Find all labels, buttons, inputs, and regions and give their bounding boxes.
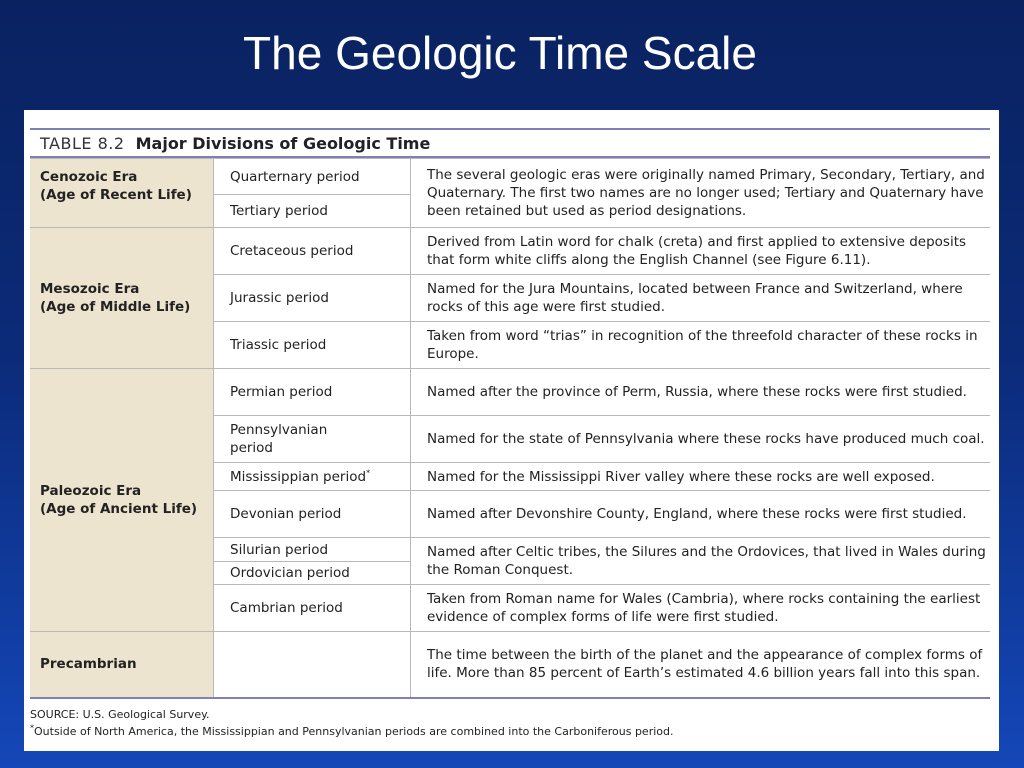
description-cell: Named for the Jura Mountains, located between France and Switzerland, where rocks of this age were first studied. <box>411 275 991 322</box>
footnote-text: Outside of North America, the Mississippian and Pennsylvanian periods are combined into the Carboniferous period. <box>34 725 674 738</box>
era-cell-mesozoic <box>30 228 214 369</box>
description-cell: The time between the birth of the planet and the appearance of complex forms of life. More than 85 percent of Earth’s estimated 4.6 billion years fall into this span. <box>411 632 991 698</box>
table-footnotes <box>30 706 990 740</box>
era-subtitle: (Age of Ancient Life) <box>40 501 198 517</box>
period-cell: Tertiary period <box>214 195 411 228</box>
description-cell: Named for the Mississippi River valley where these rocks are well exposed. <box>411 463 991 491</box>
footnote-marker: * <box>366 468 371 477</box>
era-cell-cenozoic <box>30 159 214 228</box>
table-row <box>30 228 990 275</box>
period-cell: Cretaceous period <box>214 228 411 275</box>
era-subtitle: (Age of Middle Life) <box>40 299 191 315</box>
table-row <box>30 159 990 195</box>
table-row <box>30 632 990 698</box>
period-cell-pennsylvanian <box>214 416 411 463</box>
period-cell: Quarternary period <box>214 159 411 195</box>
period-cell-empty <box>214 632 411 698</box>
period-label-line: period <box>230 440 274 456</box>
description-cell: Taken from Roman name for Wales (Cambria), where rocks containing the earliest evidence of complex forms of life were first studied. <box>411 585 991 632</box>
source-note: SOURCE: U.S. Geological Survey. <box>30 708 210 721</box>
period-cell: Ordovician period <box>214 562 411 585</box>
table-title: Major Divisions of Geologic Time <box>135 134 431 153</box>
period-label: Mississippian period <box>230 468 367 485</box>
table-heading <box>30 128 990 158</box>
geologic-time-table <box>30 158 990 699</box>
period-cell: Jurassic period <box>214 275 411 322</box>
era-cell-paleozoic <box>30 369 214 632</box>
description-cell: Named after Devonshire County, England, where these rocks were first studied. <box>411 491 991 538</box>
period-label-line: Pennsylvanian <box>230 422 328 438</box>
description-cell: Named for the state of Pennsylvania where these rocks have produced much coal. <box>411 416 991 463</box>
description-cell: Derived from Latin word for chalk (creta) and first applied to extensive deposits that form white cliffs along the English Channel (see Figure 6.11). <box>411 228 991 275</box>
era-name: Mesozoic Era <box>40 281 140 297</box>
table-row <box>30 369 990 416</box>
period-cell: Silurian period <box>214 538 411 562</box>
era-subtitle: (Age of Recent Life) <box>40 187 192 203</box>
period-cell-mississippian <box>214 463 411 491</box>
era-name: Cenozoic Era <box>40 169 138 185</box>
period-cell: Cambrian period <box>214 585 411 632</box>
description-cell: The several geologic eras were originally named Primary, Secondary, Tertiary, and Quaternary. The first two names are no longer used; Tertiary and Quaternary have been retained but used as period designations. <box>411 159 991 228</box>
description-cell: Named after Celtic tribes, the Silures and the Ordovices, that lived in Wales during the Roman Conquest. <box>411 538 991 585</box>
period-cell: Triassic period <box>214 322 411 369</box>
carboniferous-note <box>30 723 990 740</box>
description-cell: Taken from word “trias” in recognition of the threefold character of these rocks in Europe. <box>411 322 991 369</box>
era-cell-precambrian <box>30 632 214 698</box>
era-name: Precambrian <box>40 656 137 673</box>
slide-title: The Geologic Time Scale <box>243 27 757 79</box>
footnote-marker: * <box>30 723 34 733</box>
table-panel <box>24 110 999 751</box>
table-number: TABLE 8.2 <box>40 134 125 153</box>
period-cell: Devonian period <box>214 491 411 538</box>
description-cell: Named after the province of Perm, Russia, where these rocks were first studied. <box>411 369 991 416</box>
era-name: Paleozoic Era <box>40 483 142 499</box>
period-cell: Permian period <box>214 369 411 416</box>
